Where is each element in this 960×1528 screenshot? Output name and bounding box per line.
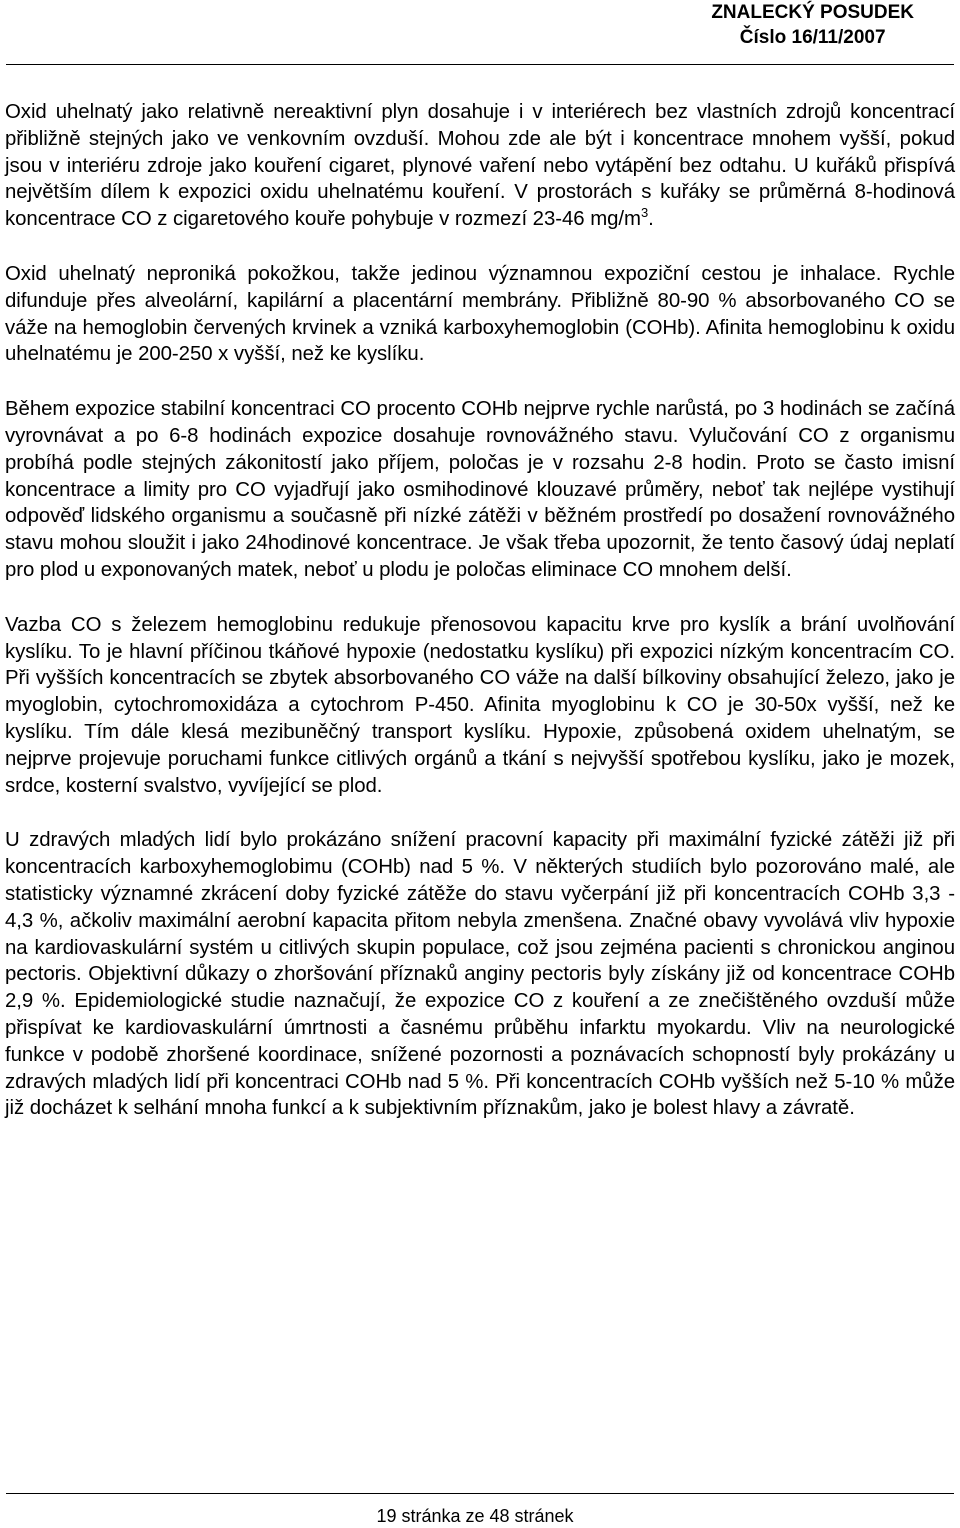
paragraph-co-absorption: Oxid uhelnatý neproniká pokožkou, takže jedinou významnou expoziční cestou je inhalace. Rychle difunduje přes alveolární, kapilární a placentární membrány. Přibližně 80-90 % absorbovaného CO se váže na hemoglobin červených krvinek a vzniká karboxyhemoglobin (COHb). Afinita hemoglobinu k oxidu uhelnatému je 200-250 x vyšší, než ke kyslíku. bbox=[5, 262, 955, 366]
paragraph-text: Oxid uhelnatý jako relativně nereaktivní plyn dosahuje i v interiérech bez vlastních zdrojů koncentrací přibližně stejných jako ve venkovním ovzduší. Mohou zde ale být i koncentrace mnohem vyšší, pokud jsou v interiéru zdroje jako kouření cigaret, plynové vaření nebo vytápění bez odtahu. U kuřáků přispívá největším dílem k expozici oxidu uhelnatému kouření. V prostorách s kuřáky se průměrná 8-hodinová koncentrace CO z cigaretového kouře pohybuje v rozmezí 23-46 mg/m bbox=[5, 101, 955, 231]
document-title: ZNALECKÝ POSUDEK bbox=[711, 2, 914, 23]
paragraph-health-effects: U zdravých mladých lidí bylo prokázáno snížení pracovní kapacity při maximální fyzické zátěži již při koncentracích karboxyhemoglobimu (COHb) nad 5 %. V některých studiích bylo pozorováno malé, ale statisticky významné zkrácení doby fyzické zátěže do stavu vyčerpání již při koncentracích COHb 3,3 - 4,3 %, ačkoliv maximální aerobní kapacita přitom nebyla zmenšena. Značné obavy vyvolává vliv hypoxie na kardiovaskulární systém u citlivých skupin populace, což jsou zejména pacienti s chronickou anginou pectoris. Objektivní důkazy o zhoršování příznaků anginy pectoris byly získány již od koncentrace COHb 2,9 %. Epidemiologické studie naznačují, že expozice CO z kouření a ze znečištěného ovzduší může přispívat ke kardiovaskulární úmrtnosti a časnému průběhu infarktu myokardu. Vliv na neurologické funkce v podobě zhoršené koordinace, snížené pozornosti a poznávacích schopností byly prokázány u zdravých mladých lidí při koncentraci COHb nad 5 %. Při koncentracích COHb vyšších než 5-10 % může již docházet k selhání mnoha funkcí a k subjektivním příznakům, jako je bolest hlavy a závratě. bbox=[5, 829, 955, 1120]
document-number: Číslo 16/11/2007 bbox=[739, 27, 886, 48]
superscript-exponent: 3 bbox=[640, 205, 649, 221]
paragraph-text-end: . bbox=[648, 208, 654, 231]
page-number: 19 stránka ze 48 stránek bbox=[376, 1506, 574, 1526]
paragraph-hypoxia-mechanism: Vazba CO s železem hemoglobinu redukuje přenosovou kapacitu krve pro kyslík a brání uvolňování kyslíku. To je hlavní příčinou tkáňové hypoxie (nedostatku kyslíku) při expozici nízkým koncentracím CO. Při vyšších koncentracích se zbytek absorbovaného CO váže na další bílkoviny obsahující železo, jako je myoglobin, cytochromoxidáza a cytochrom P-450. Afinita myoglobinu k CO je 30-50x vyšší, než ke kyslíku. Tím dále klesá mezibuněčný transport kyslíku. Hypoxie, způsobená oxidem uhelnatým, se nejprve projevuje poruchami funkce citlivých orgánů a tkání s nejvyšší spotřebou kyslíku, jako je mozek, srdce, kosterní svalstvo, vyvíjející se plod. bbox=[5, 613, 955, 797]
paragraph-co-indoor-concentrations bbox=[5, 99, 955, 233]
paragraph-cohb-kinetics: Během expozice stabilní koncentraci CO procento COHb nejprve rychle narůstá, po 3 hodinách se začíná vyrovnávat a po 6-8 hodinách expozice dosahuje rovnovážného stavu. Vylučování CO z organismu probíhá podle stejných zákonitostí jako příjem, poločas je v rozsahu 2-8 hodin. Proto se často imisní koncentrace a limity pro CO vyjadřují jako osmihodinové klouzavé průměry, neboť tak nejlépe vystihují odpověď lidského organismu a současně při nízké zátěži v běžném prostředí po dosažení rovnovážného stavu mohou sloužit i jako 24hodinové koncentrace. Je však třeba upozornit, že tento časový údaj neplatí pro plod u exponovaných matek, neboť u plodu je poločas eliminace CO mnohem delší. bbox=[5, 398, 955, 581]
document-body bbox=[5, 99, 955, 1150]
footer-divider bbox=[6, 1493, 954, 1494]
document-header bbox=[711, 0, 914, 50]
header-divider bbox=[6, 64, 954, 65]
